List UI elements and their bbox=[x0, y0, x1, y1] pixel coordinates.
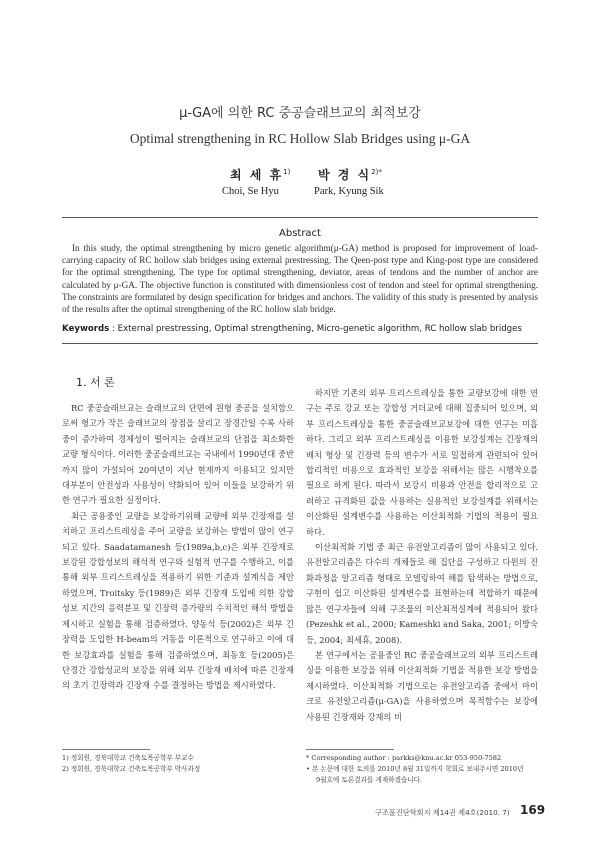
keywords-label: Keywords bbox=[62, 324, 110, 334]
footnote-discussion-note: • 본 논문에 대한 토의를 2010년 8월 31일까지 학회로 보내주시면 2010년 bbox=[306, 765, 524, 773]
paragraph: RC 중공슬래브교는 슬래브교의 단면에 원형 중공을 설치함으로써 형고가 작은 슬래브교의 장점을 살리고 장경간일 수록 사하중이 증가하여 경제성이 떨어지는 슬래브교의 단점을 최소화한 교량 형식이다. 이러한 중공슬래브교는 국내에서 1990년대 중반까지 많이 가설되어 20여년이 지난 현재까지 이용되고 있지만 대부분이 안전성과 사용성이 약화되어 있어 이들을 보강하기 위한 연구가 필요한 실정이다. bbox=[62, 403, 294, 506]
author-1-name-english: Choi, Se Hyu bbox=[222, 186, 279, 197]
footnote-rule-left bbox=[62, 749, 150, 750]
footnote-affiliation-1: 1) 정회원, 경북대학교 건축토목공학부 부교수 bbox=[62, 754, 194, 762]
author-1-affiliation-mark: 1) bbox=[283, 168, 291, 176]
paragraph: 본 연구에서는 공용중인 RC 중공슬래브교의 외부 프리스트레싱을 이용한 보강을 위해 이산최적화 기법을 적용한 보강 방법을 제시하였다. 이산최적화 기법으로는 유전알고리즘 중에서 마이크로 유전알고리즘(μ-GA)을 사용하였으며 목적함수는 보강에 사용된 긴장재와 강재의 비 bbox=[306, 649, 538, 722]
author-1-name-korean: 최 세 휴$^{1)}$ bbox=[230, 168, 291, 182]
paper-title-english: Optimal strengthening in RC Hollow Slab Bridges using μ-GA bbox=[129, 131, 471, 146]
author-2-affiliation-mark: 2)* bbox=[371, 168, 382, 176]
paragraph: 최근 공용중인 교량을 보강하기위해 교량에 외부 긴장재를 설치하고 프리스트레싱을 주어 교량을 보강하는 방법이 많이 연구되고 있다. Saadatamanesh 등(1989a,b,c)은 외부 긴장재로 보강된 강합성보의 해석적 연구와 실험적 연구를 수행하고, 이를 통해 외부 프리스트레싱을 적용하기 위한 기준과 설계식을 제안하였으며, Troitsky 등(1989)은 외부 긴장재 도입에 의한 강합성보 지간의 응력분포 및 긴장력 증가량의 수치적인 해석 방법을 제시하고 실험을 통해 검증하였다. 양동석 등(2002)은 외부 긴장력을 도입한 H-beam의 거동을 이론적으로 연구하고 이에 대한 보강효과를 실험을 통해 검증하였으며, 최동호 등(2005)은 단경간 강합성교의 보강을 위해 외부 긴장재 배치에 따른 긴장재의 초기 긴장력과 긴장재 수를 결정하는 방법을 제시하였다. bbox=[62, 510, 294, 691]
author-2-name-english: Park, Kyung Sik bbox=[314, 186, 384, 197]
abstract-bottom-rule bbox=[62, 343, 538, 344]
page-number: 169 bbox=[520, 803, 546, 817]
keywords-line bbox=[62, 324, 538, 334]
abstract-top-rule bbox=[62, 217, 538, 218]
abstract-heading: Abstract bbox=[279, 228, 321, 239]
paper-title-korean: μ-GA에 의한 RC 중공슬래브교의 최적보강 bbox=[179, 106, 421, 121]
journal-footer: 구조물진단학회지 제14권 제4호(2010. 7) bbox=[375, 808, 510, 817]
footnote-discussion-note-cont: 9월호에 토론결과를 게재하겠습니다. bbox=[316, 776, 423, 784]
keywords-list: : External prestressing, Optimal strengthening, Micro-genetic algorithm, RC hollow slab bridges bbox=[109, 324, 522, 334]
right-column bbox=[306, 386, 538, 725]
paragraph: 이산최적화 기법 중 최근 유전알고리즘이 많이 사용되고 있다. 유전알고리즘은 다수의 개체들로 해 집단을 구성하고 다윈의 진화과정을 알고리즘 형태로 모델링하여 해를 탐색하는 방법으로, 구현이 쉽고 이산화된 설계변수를 표현하는데 적합하기 때문에 많은 연구자들에 의해 구조물의 이산최적설계에 적용되어 왔다(Pezeshk et al., 2000; Kameshki and Saka, 2001; 이방숙 등, 2004; 최세휴, 2008). bbox=[306, 542, 538, 645]
section-heading-introduction: 1. 서 론 bbox=[76, 376, 115, 389]
left-column bbox=[62, 401, 294, 694]
footnote-corresponding-author: * Corresponding author : parkks@knu.ac.kr 053-950-7582 bbox=[306, 754, 502, 762]
footnote-rule-right bbox=[306, 749, 394, 750]
abstract-body: In this study, the optimal strengthening by micro genetic algorithm(μ-GA) method is proposed for improvement of load-carrying capacity of RC hollow slab bridges using external prestressing. The Qeen-post type and King-post type are considered for the optimal strengthening. The type for optimal strengthening, deviator, areas of tendons and the number of anchor are calculated by μ-GA. The objective function is constituted with dimensionless cost of tendon and steel for optimal strengthening. The constraints are formulated by design specification for bridges and anchors. The validity of this study is presented by analysis of the results after the optimal strengthening of the RC hollow slab bridge. bbox=[62, 243, 538, 315]
author-2-name-korean: 박 경 식$^{2)*}$ bbox=[318, 168, 382, 182]
paragraph: 하지만 기존의 외부 프리스트레싱을 통한 교량보강에 대한 연구는 주로 강교 또는 강합성 거더교에 대해 집중되어 있으며, 외부 프리스트레싱을 통한 중공슬래브교보강에 대한 연구는 미흡하다. 그리고 외부 프리스트레싱을 이용한 보강설계는 긴장재의 배치 형상 및 긴장력 등의 변수가 서로 밀접하게 관련되어 있어 합리적인 비용으로 효과적인 보강을 위해서는 많은 시행착오를 필요로 하게 된다. 따라서 보강시 비용과 안전을 합리적으로 고려하고 규격화된 값을 사용하는 실용적인 보강설계를 위해서는 이산화된 설계변수를 사용하는 이산최적화 기법의 적용이 필요하다. bbox=[306, 388, 538, 537]
footnote-affiliation-2: 2) 정회원, 경북대학교 건축토목공학부 박사과정 bbox=[62, 765, 201, 773]
